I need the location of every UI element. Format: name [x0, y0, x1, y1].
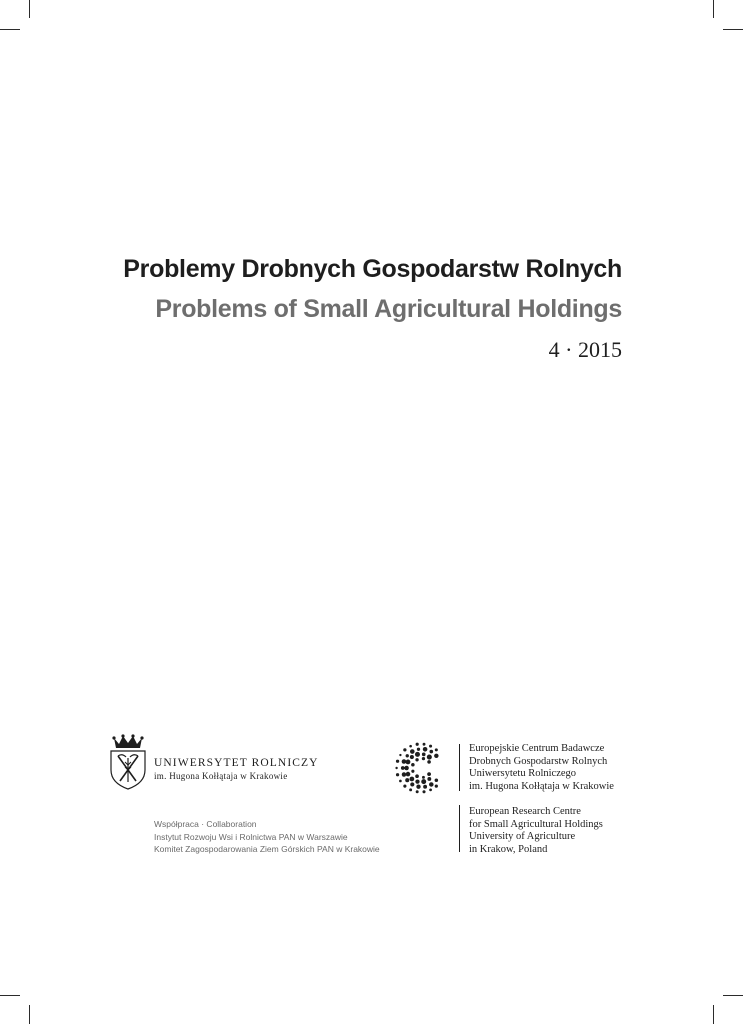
logo-dot [403, 748, 406, 751]
logo-dot [421, 779, 426, 784]
logo-dot [416, 743, 419, 746]
issue-number: 4 · 2015 [548, 337, 622, 362]
research-centre-line: for Small Agricultural Holdings [469, 818, 603, 830]
crop-mark-bottom-right-v [713, 1005, 714, 1024]
logo-dot [427, 760, 431, 764]
research-centre-line: Drobnych Gospodarstw Rolnych [469, 755, 608, 767]
logo-dot [395, 767, 397, 769]
logo-dot [429, 745, 432, 748]
collaboration-heading: Współpraca · Collaboration [154, 819, 257, 829]
logo-dot [415, 780, 419, 784]
logo-dot [423, 785, 427, 789]
crop-mark-bottom-left-v [29, 1005, 30, 1024]
journal-title-english: Problems of Small Agricultural Holdings [155, 295, 622, 323]
collaboration-block [154, 818, 380, 856]
logo-dot [399, 754, 401, 756]
logo-dot [402, 772, 406, 776]
logo-dot [422, 790, 425, 793]
logo-dot [410, 782, 414, 786]
logo-dot [429, 788, 432, 791]
crop-mark-bottom-left-h [0, 995, 20, 996]
logo-dot [415, 758, 418, 761]
crop-mark-bottom-right-h [723, 995, 743, 996]
research-centre-line: im. Hugona Kołłątaja w Krakowie [469, 780, 614, 792]
logo-dot [409, 745, 412, 748]
logo-dot [405, 778, 409, 782]
university-crest-icon [106, 734, 150, 790]
university-subtitle: im. Hugona Kołłątaja w Krakowie [154, 771, 288, 781]
logo-dot [423, 743, 426, 746]
logo-dot [404, 766, 408, 770]
logo-dot [434, 754, 438, 758]
logo-dot [427, 755, 432, 760]
logo-dot [422, 776, 425, 779]
logo-dot [423, 747, 428, 752]
research-centre-line: European Research Centre [469, 806, 581, 817]
journal-title-block [60, 252, 622, 363]
crop-mark-top-right-h [723, 29, 743, 30]
collaboration-line: Instytut Rozwoju Wsi i Rolnictwa PAN w Warszawie [154, 831, 348, 842]
logo-dot [406, 754, 409, 757]
logo-dot [429, 782, 434, 787]
logo-dot [399, 780, 402, 783]
logo-dot [396, 760, 399, 763]
logo-dot [416, 785, 420, 789]
logo-dot [406, 772, 411, 777]
research-centre-polish [469, 743, 614, 793]
logo-dot [422, 757, 425, 760]
logo-dot [435, 778, 439, 782]
university-name: UNIWERSYTET ROLNICZY [154, 757, 319, 769]
university-name-block [154, 757, 319, 782]
logo-dot [417, 748, 420, 751]
crop-mark-top-right-v [713, 0, 714, 18]
crop-mark-top-left-h [0, 29, 20, 30]
logo-dot [427, 777, 431, 781]
logo-dot [429, 750, 433, 754]
logo-dot [435, 748, 438, 751]
research-centre-line: Europejskie Centrum Badawcze [469, 743, 605, 754]
logo-dot [427, 772, 431, 776]
crop-mark-top-left-v [29, 0, 30, 18]
logo-dot [410, 749, 415, 754]
logo-dot [396, 773, 399, 776]
research-centre-logo-icon [393, 740, 449, 796]
research-centre-line: in Krakow, Poland [469, 843, 548, 855]
logo-dot [403, 785, 406, 788]
logo-dot [435, 785, 438, 788]
journal-title-polish: Problemy Drobnych Gospodarstw Rolnych [123, 255, 622, 283]
divider-line-upper [459, 744, 460, 791]
collaboration-line: Komitet Zagospodarowania Ziem Górskich PAN w Krakowie [154, 844, 380, 854]
logo-dot [401, 766, 405, 770]
logo-dot [416, 790, 419, 793]
logo-dot [402, 759, 407, 764]
logo-dot [422, 753, 426, 757]
logo-dot [406, 760, 411, 765]
logo-dot [415, 752, 420, 757]
divider-line-lower [459, 805, 460, 852]
logo-dot [410, 777, 415, 782]
logo-dot [411, 763, 415, 767]
logo-dot [415, 774, 419, 778]
research-centre-line: Uniwersytetu Rolniczego [469, 768, 577, 779]
logo-dot [409, 788, 412, 791]
research-centre-english [469, 806, 603, 856]
logo-dot [411, 770, 414, 773]
research-centre-line: University of Agriculture [469, 831, 576, 842]
logo-dot [410, 755, 414, 759]
